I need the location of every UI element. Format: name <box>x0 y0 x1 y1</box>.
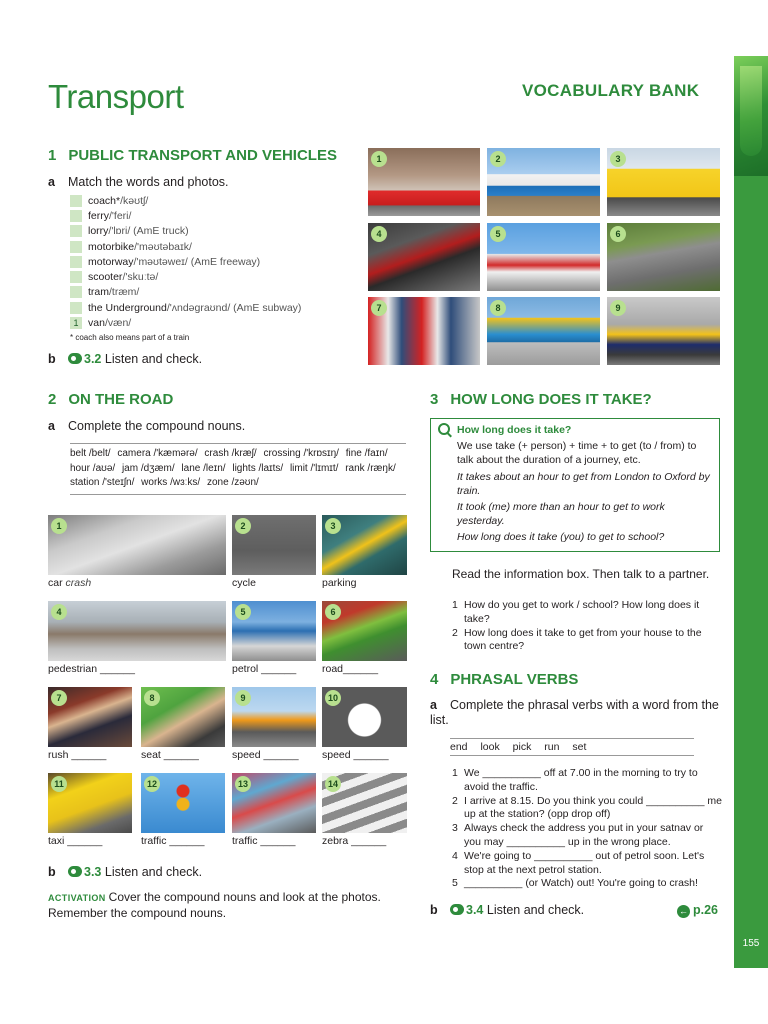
photo-taxi-rank <box>48 773 132 833</box>
phonetic: /'məʊtəweɪ/ (AmE freeway) <box>133 255 261 268</box>
answer-box[interactable] <box>70 210 82 222</box>
phonetic: /væn/ <box>104 317 132 330</box>
photo-ferry <box>487 297 600 365</box>
photo-zebra-crossing <box>322 773 407 833</box>
exercise-2a <box>48 419 245 433</box>
section-title: ON THE ROAD <box>68 391 174 408</box>
exercise-1a <box>48 175 229 189</box>
answer-box[interactable] <box>70 302 82 314</box>
question-number: 1 <box>452 599 458 611</box>
photo-scooter <box>368 223 480 291</box>
photo-number-badge: 1 <box>51 518 67 534</box>
photo-parking-fine <box>322 515 407 575</box>
audio-icon[interactable] <box>68 353 82 364</box>
photo-speed-camera <box>232 687 316 747</box>
phonetic: /'lɒri/ (AmE truck) <box>108 225 189 238</box>
item-text: I arrive at 8.15. Do you think you could __________ me up at the station? (opp drop off) <box>464 794 722 821</box>
activation-text: Cover the compound nouns and look at the photos. Remember the compound nouns. <box>48 890 381 920</box>
exercise-item <box>452 850 722 878</box>
photo-number-badge: 1 <box>371 151 387 167</box>
info-box-line: How long does it take (you) to get to school? <box>457 531 665 544</box>
vocab-word: lorry <box>88 225 109 238</box>
photo-number-badge: 8 <box>144 690 160 706</box>
photo-roadworks <box>322 601 407 661</box>
section-number: 1 <box>48 147 57 164</box>
word-bank-item: crossing /'krɒsɪŋ/ <box>263 448 339 459</box>
word-bank-item: lane /leɪn/ <box>181 462 226 474</box>
item-number: 3 <box>452 822 458 835</box>
word-bank-item: end <box>450 741 468 753</box>
caption-answer: crash <box>65 577 92 589</box>
photo-caption: parking <box>322 577 357 589</box>
photo-underground <box>368 297 480 365</box>
word-bank-item: zone /zəʊn/ <box>207 477 259 488</box>
exercise-item <box>452 877 722 891</box>
section-number: 2 <box>48 391 57 408</box>
photo-caption: speed ______ <box>232 749 299 761</box>
exercise-letter: a <box>48 419 55 433</box>
section-title: PHRASAL VERBS <box>450 671 579 688</box>
photo-number-badge: 7 <box>371 300 387 316</box>
section-1-heading <box>48 147 337 164</box>
word-bank-item: station /'steɪʃn/ <box>70 477 135 488</box>
activation-tag: ACTIVATION <box>48 893 106 903</box>
word-bank-item: set <box>572 741 587 753</box>
answer-box[interactable] <box>70 225 82 237</box>
audio-icon[interactable] <box>68 866 82 877</box>
photo-number-badge: 4 <box>51 604 67 620</box>
exercise-instruction: Complete the compound nouns. <box>68 419 246 433</box>
section-3-instruction: Read the information box. Then talk to a partner. <box>452 567 710 581</box>
photo-cycle-lane <box>232 515 316 575</box>
photo-number-badge: 5 <box>490 226 506 242</box>
photo-motorway <box>607 223 720 291</box>
answer-box[interactable] <box>70 256 82 268</box>
section-tag: VOCABULARY BANK <box>522 81 700 100</box>
vocab-item <box>70 239 360 254</box>
item-text: We're going to __________ out of petrol soon. Let's stop at the next petrol station. <box>464 849 705 876</box>
vocab-item <box>70 193 360 208</box>
exercise-letter: a <box>48 175 55 189</box>
phonetic: /'məʊtəbaɪk/ <box>134 240 192 253</box>
photo-number-badge: 6 <box>325 604 341 620</box>
item-text: __________ (or Watch) out! You're going to crash! <box>464 877 698 890</box>
item-number: 1 <box>452 767 458 779</box>
phonetic: /'ʌndəgraʊnd/ (AmE subway) <box>166 301 302 314</box>
photo-caption: traffic ______ <box>141 835 205 847</box>
section-number: 4 <box>430 671 439 688</box>
exercise-4b <box>430 903 584 917</box>
photo-caption: pedestrian ______ <box>48 663 135 675</box>
word-bank-item: look <box>480 741 500 753</box>
word-bank-item: jam /dʒæm/ <box>121 462 175 474</box>
audio-track[interactable]: 3.2 <box>84 352 102 366</box>
photo-number-badge: 11 <box>51 776 67 792</box>
photo-number-badge: 9 <box>235 690 251 706</box>
photo-petrol-station <box>232 601 316 661</box>
vocab-word: motorbike <box>88 240 135 253</box>
page-title: Transport <box>48 78 184 115</box>
word-bank <box>450 738 694 756</box>
exercise-item <box>452 795 722 823</box>
answer-box[interactable] <box>70 286 82 298</box>
phonetic: /'feri/ <box>109 209 132 222</box>
discussion-questions <box>452 599 720 654</box>
photo-number-badge: 12 <box>144 776 160 792</box>
exercise-instruction: Listen and check. <box>483 903 585 917</box>
audio-track[interactable]: 3.3 <box>84 865 102 879</box>
photo-seat-belt <box>141 687 225 747</box>
exercise-letter: b <box>48 352 56 366</box>
page-reference-link[interactable] <box>677 903 718 918</box>
photo-number-badge: 14 <box>325 776 341 792</box>
back-arrow-icon: ← <box>679 906 688 916</box>
exercise-2b <box>48 865 202 879</box>
photo-caption: rush ______ <box>48 749 107 761</box>
photo-number-badge: 9 <box>610 300 626 316</box>
section-2-heading <box>48 391 173 408</box>
photo-number-badge: 10 <box>325 690 341 706</box>
photo-number-badge: 6 <box>610 226 626 242</box>
photo-caption: road______ <box>322 663 379 675</box>
question-number: 2 <box>452 626 458 639</box>
section-number: 3 <box>430 391 439 408</box>
vocab-word: tram <box>88 286 109 299</box>
exercise-instruction: Match the words and photos. <box>68 175 229 189</box>
vocab-item <box>70 269 360 284</box>
phonetic: /træm/ <box>109 286 140 299</box>
side-color-band <box>734 56 768 968</box>
photo-coach <box>487 148 600 216</box>
vocab-word: van <box>88 317 105 330</box>
vocab-item <box>70 285 360 300</box>
word-bank-item: pick <box>512 741 532 753</box>
photo-caption: seat ______ <box>141 749 199 761</box>
item-text: We __________ off at 7.00 in the morning to try to avoid the traffic. <box>464 767 698 793</box>
item-number: 4 <box>452 849 458 862</box>
exercise-instruction: Listen and check. <box>101 352 203 366</box>
photo-van <box>368 148 480 216</box>
word-bank-item: crash /kræʃ/ <box>204 448 257 459</box>
word-bank-item: rank /ræŋk/ <box>345 462 396 474</box>
photo-number-badge: 13 <box>235 776 251 792</box>
vocab-word-list <box>70 193 360 331</box>
answer-box[interactable] <box>70 271 82 283</box>
vocab-word: motorway <box>88 255 134 268</box>
photo-caption: traffic ______ <box>232 835 296 847</box>
word-bank-item: lights /laɪts/ <box>232 462 284 474</box>
photo-motorbike <box>607 297 720 365</box>
word-bank <box>70 443 406 495</box>
word-bank-item: fine /faɪn/ <box>345 448 388 459</box>
info-box-line: It took (me) more than an hour to get to work yesterday. <box>457 501 665 528</box>
word-bank-item: limit /'lɪmɪt/ <box>289 462 339 474</box>
answer-box[interactable] <box>70 241 82 253</box>
page-number: 155 <box>742 938 760 949</box>
vocab-word: scooter <box>88 271 123 284</box>
photo-number-badge: 2 <box>235 518 251 534</box>
vocab-item <box>70 300 360 315</box>
photo-number-badge: 7 <box>51 690 67 706</box>
exercise-letter: a <box>430 698 437 712</box>
item-number: 2 <box>452 794 458 807</box>
exercise-item <box>452 822 722 850</box>
phonetic: /kəʊtʃ/ <box>120 194 149 207</box>
photo-caption: cycle <box>232 577 256 589</box>
photo-number-badge: 5 <box>235 604 251 620</box>
magnifier-icon <box>438 423 450 435</box>
info-box-line: It takes about an hour to get from London to Oxford by train. <box>457 470 710 497</box>
word-bank-item: hour /aʊə/ <box>70 462 116 474</box>
exercise-letter: b <box>48 865 56 879</box>
vocab-item <box>70 224 360 239</box>
vocab-item <box>70 208 360 223</box>
caption-text: car <box>48 577 63 589</box>
photo-number-badge: 4 <box>371 226 387 242</box>
section-3-heading <box>430 391 652 408</box>
exercise-instruction: Listen and check. <box>101 865 203 879</box>
photo-caption: speed ______ <box>322 749 389 761</box>
photo-caption: zebra ______ <box>322 835 387 847</box>
question-item <box>452 627 720 655</box>
photo-pedestrian-zone <box>48 601 226 661</box>
exercise-item <box>452 767 722 795</box>
activation-task <box>48 890 388 921</box>
vocab-word: coach* <box>88 194 121 207</box>
audio-track[interactable]: 3.4 <box>466 903 484 917</box>
footnote: * coach also means part of a train <box>70 333 190 342</box>
information-box <box>430 418 720 552</box>
info-box-line: We use take (+ person) + time + to get (to / from) to talk about the duration of a journey, etc. <box>457 440 697 467</box>
word-bank-item: belt /belt/ <box>70 448 111 459</box>
word-bank-item: camera /'kæmərə/ <box>117 448 198 459</box>
answer-box[interactable]: 1 <box>70 317 82 329</box>
photo-car-crash <box>48 515 226 575</box>
phrasal-verb-items <box>452 767 722 891</box>
photo-lorry <box>607 148 720 216</box>
photo-caption: taxi ______ <box>48 835 103 847</box>
question-text: How long does it take to get from your house to the town centre? <box>464 626 702 653</box>
audio-icon[interactable] <box>450 904 464 915</box>
vocab-item <box>70 254 360 269</box>
photo-traffic-lights <box>141 773 225 833</box>
section-title: PUBLIC TRANSPORT AND VEHICLES <box>68 147 337 164</box>
item-number: 5 <box>452 877 458 890</box>
exercise-4a <box>430 698 720 728</box>
photo-rush-hour <box>48 687 132 747</box>
photo-number-badge: 3 <box>325 518 341 534</box>
vocab-word: ferry <box>88 209 109 222</box>
phonetic: /'skuːtə/ <box>122 271 159 284</box>
info-box-heading: How long does it take? <box>457 424 572 436</box>
question-text: How do you get to work / school? How long does it take? <box>464 599 700 625</box>
exercise-letter: b <box>430 903 438 917</box>
exercise-1b <box>48 352 202 366</box>
photo-speed-limit <box>322 687 407 747</box>
photo-number-badge: 2 <box>490 151 506 167</box>
question-item <box>452 599 720 627</box>
item-text: Always check the address you put in your satnav or you may __________ up in the wrong place. <box>464 822 704 848</box>
photo-tram <box>487 223 600 291</box>
photo-caption <box>48 577 91 589</box>
photo-number-badge: 8 <box>490 300 506 316</box>
section-4-heading <box>430 671 578 688</box>
vocab-item <box>70 315 360 330</box>
photo-traffic-jam <box>232 773 316 833</box>
photo-number-badge: 3 <box>610 151 626 167</box>
answer-box[interactable] <box>70 195 82 207</box>
page-reference-text: p.26 <box>693 903 719 917</box>
vocab-word: the Underground <box>88 301 167 314</box>
section-title: HOW LONG DOES IT TAKE? <box>450 391 652 408</box>
exercise-instruction: Complete the phrasal verbs with a word from the list. <box>430 698 719 727</box>
word-bank-item: run <box>544 741 560 753</box>
leaf-decoration-inner <box>740 66 762 156</box>
photo-caption: petrol ______ <box>232 663 297 675</box>
word-bank-item: works /wɜːks/ <box>141 477 201 488</box>
